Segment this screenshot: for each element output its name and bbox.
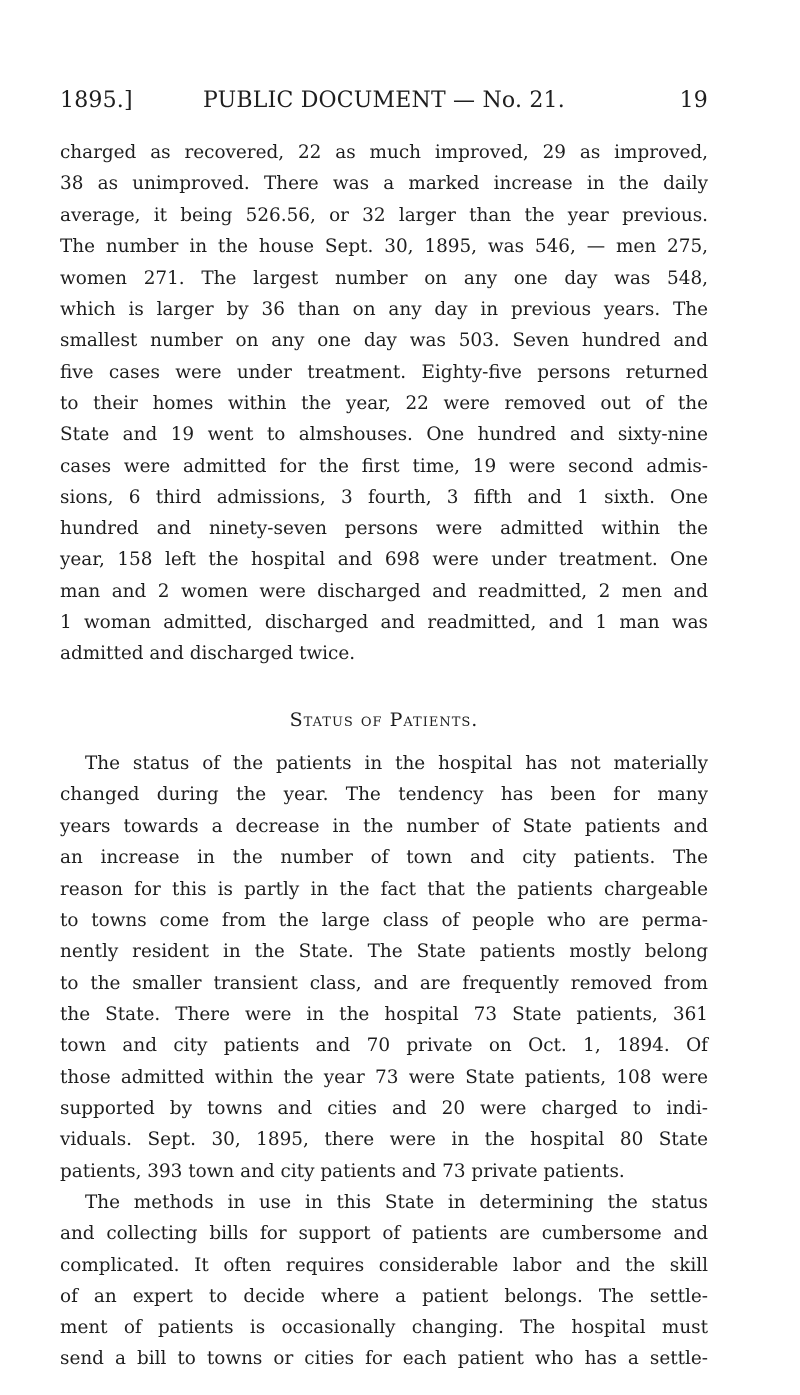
header-year: 1895.] [60,88,133,113]
paragraph-2-line: The status of the patients in the hospital has not materially [85,753,708,774]
paragraph-1-line: man and 2 women were discharged and readmitted, 2 men and [60,581,708,602]
running-header [60,86,708,116]
paragraph-1-line: charged as recovered, 22 as much improved, 29 as improved, [60,142,708,163]
paragraph-2-line: nently resident in the State. The State patients mostly belong [60,941,708,962]
paragraph-1-line: average, it being 526.56, or 32 larger than the year previous. [60,205,708,226]
paragraph-3-line: ment of patients is occasionally changing. The hospital must [60,1317,708,1338]
paragraph-1-line: year, 158 left the hospital and 698 were under treatment. One [60,549,708,570]
paragraph-2-line: town and city patients and 70 private on Oct. 1, 1894. Of [60,1035,708,1056]
paragraph-3-line: send a bill to towns or cities for each patient who has a settle- [60,1348,708,1369]
paragraph-2-line: viduals. Sept. 30, 1895, there were in the hospital 80 State [60,1129,708,1150]
paragraph-1-line: hundred and ninety-seven persons were admitted within the [60,518,708,539]
paragraph-2-line: changed during the year. The tendency has been for many [60,784,708,805]
paragraph-1-line: 38 as unimproved. There was a marked increase in the daily [60,173,708,194]
paragraph-3-line: The methods in use in this State in determining the status [85,1192,708,1213]
header-page-number: 19 [679,88,708,113]
paragraph-3-line: complicated. It often requires considerable labor and the skill [60,1255,708,1276]
paragraph-1-line: sions, 6 third admissions, 3 fourth, 3 fifth and 1 sixth. One [60,487,708,508]
paragraph-2-line: an increase in the number of town and city patients. The [60,847,708,868]
header-title: PUBLIC DOCUMENT — No. 21. [203,88,565,113]
paragraph-1-line: women 271. The largest number on any one day was 548, [60,268,708,289]
paragraph-2-line: the State. There were in the hospital 73 State patients, 361 [60,1004,708,1025]
paragraph-1-line: 1 woman admitted, discharged and readmitted, and 1 man was [60,612,708,633]
paragraph-1-line: The number in the house Sept. 30, 1895, was 546, — men 275, [60,236,708,257]
paragraph-2-line: supported by towns and cities and 20 were charged to indi- [60,1098,708,1119]
paragraph-2-line: reason for this is partly in the fact that the patients chargeable [60,879,708,900]
section-heading: Status of Patients. [289,709,479,731]
paragraph-2-line: patients, 393 town and city patients and 73 private patients. [60,1161,625,1182]
paragraph-3-line: of an expert to decide where a patient belongs. The settle- [60,1286,708,1307]
paragraph-1-line: five cases were under treatment. Eighty-five persons returned [60,362,708,383]
paragraph-3-line: and collecting bills for support of patients are cumbersome and [60,1223,708,1244]
paragraph-1-line: smallest number on any one day was 503. Seven hundred and [60,330,708,351]
paragraph-1-line: State and 19 went to almshouses. One hundred and sixty-nine [60,424,708,445]
paragraph-2-line: those admitted within the year 73 were State patients, 108 were [60,1067,708,1088]
paragraph-2-line: to towns come from the large class of people who are perma- [60,910,708,931]
paragraph-2-line: years towards a decrease in the number of State patients and [60,816,708,837]
paragraph-1-line: cases were admitted for the first time, 19 were second admis- [60,456,708,477]
paragraph-1-line: admitted and discharged twice. [60,643,356,664]
paragraph-1-line: to their homes within the year, 22 were removed out of the [60,393,708,414]
paragraph-2-line: to the smaller transient class, and are frequently removed from [60,973,708,994]
paragraph-1-line: which is larger by 36 than on any day in previous years. The [60,299,708,320]
